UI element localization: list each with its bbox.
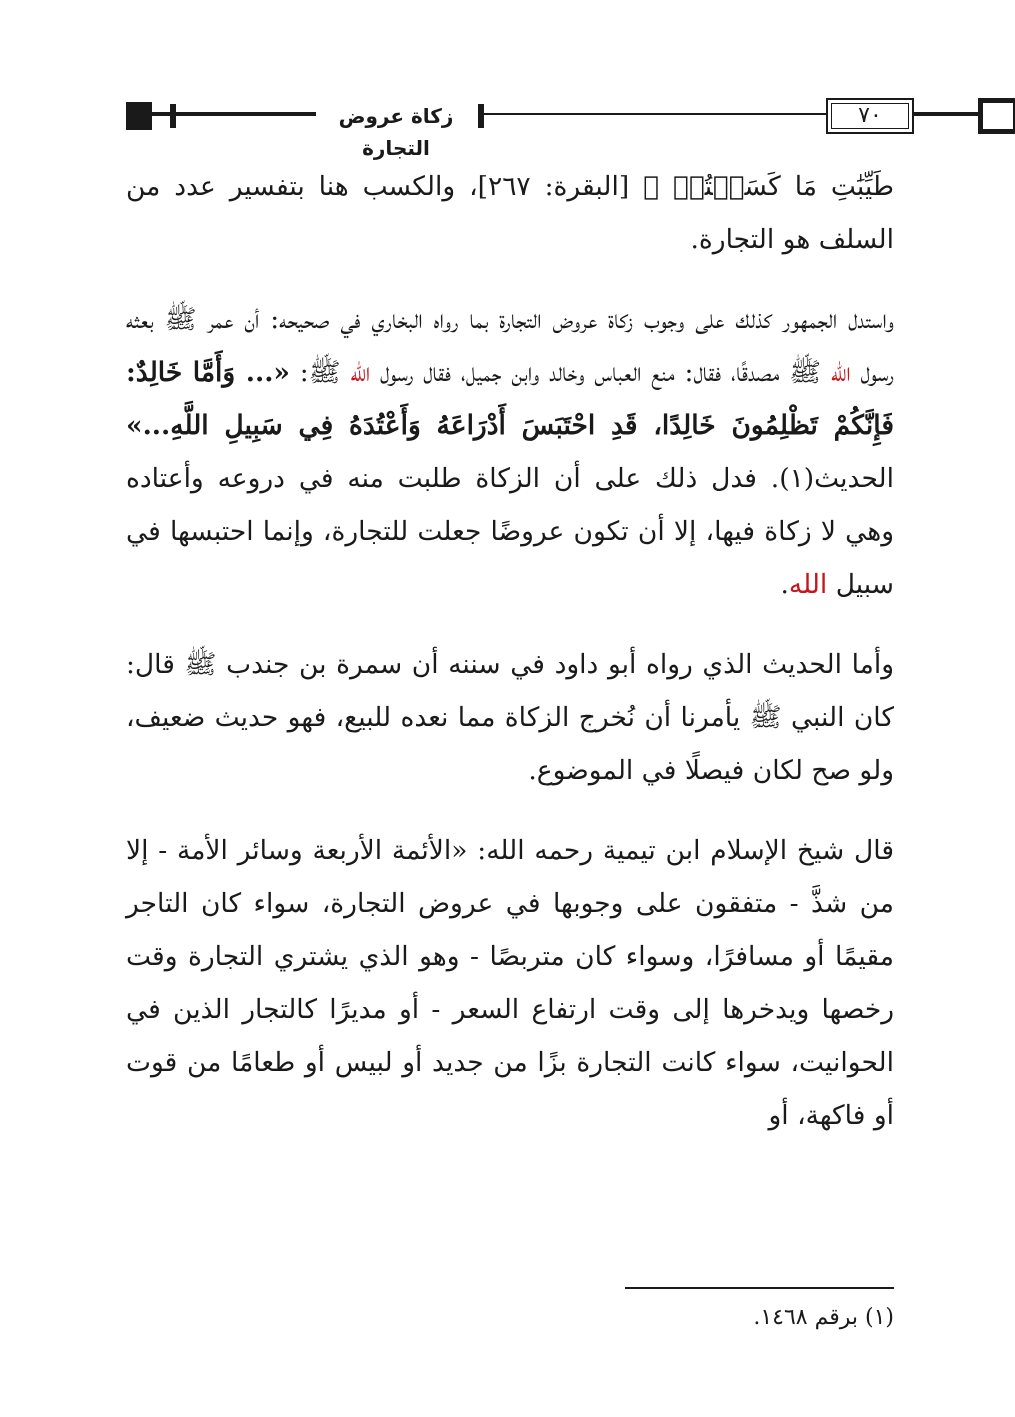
page-number-box [826, 98, 914, 134]
para1-text: طَيِّبَٰتِ مَا كَسَبۡتُمۡ ﴾ [البقرة: ٢٦٧]، والكسب هنا بتفسير عدد من السلف هو التجارة. [126, 171, 894, 255]
header-title: زكاة عروض التجارة [316, 100, 476, 132]
para2-allah-1: الله [830, 357, 851, 388]
paragraph-4 [126, 824, 894, 1142]
body-text [126, 160, 894, 1142]
para2-seg-8: . [780, 569, 789, 600]
header-mid-bar [478, 104, 484, 128]
para4-text: قال شيخ الإسلام ابن تيمية رحمه الله: «الأئمة الأربعة وسائر الأمة - إلا من شذَّ - متفقون على وجوبها في عروض التجارة، سواء كان التاجر مقيمًا أو مسافرًا، وسواء كان متربصًا - وهو الذي يشتري التجارة وقت رخصها ويدخرها إلى وقت ارتفاع السعر - أو مديرًا كالتجار الذين في الحوانيت، سواء كانت التجارة بزًا من جديد أو لبيس أو طعامًا من قوت أو فاكهة، أو [126, 835, 894, 1131]
para2-allah-2: الله [350, 357, 371, 388]
para2-seg-6: الحديث(١). فدل ذلك على أن الزكاة طلبت منه في دروعه وأعتاده وهي لا زكاة فيها، إلا أن تكون عروضًا جعلت للتجارة، وإنما احتبسها في سبيل [126, 463, 894, 600]
footnote-rule [625, 1287, 894, 1289]
header-square-ornament [978, 98, 1015, 134]
para2-seg-2: ﷺ مصدقًا، فقال: منع العباس وخالد وابن جميل، فقال رسول [370, 357, 831, 388]
header-left-block [126, 102, 152, 130]
para2-seg-0: واستدل الجمهور كذلك على وجوب زكاة عروض التجارة بما رواه البخاري في صحيحه: أن عمر ﷺ بعثه رسول [126, 304, 895, 388]
header-mid-rule [484, 113, 826, 115]
header-left-bar [170, 104, 176, 128]
header-left-rule [152, 112, 316, 116]
paragraph-1 [126, 160, 894, 266]
footnote: (١) برقم ١٤٦٨. [753, 1305, 894, 1330]
paragraph-3 [126, 638, 894, 797]
para2-allah-3: الله [788, 569, 828, 600]
page-number: ٧٠ [858, 103, 882, 128]
header-right-rule [914, 112, 978, 116]
paragraph-2 [126, 293, 894, 611]
page-header [126, 98, 894, 160]
para2-seg-4: ﷺ: [289, 357, 351, 388]
para3-text: وأما الحديث الذي رواه أبو داود في سننه أن سمرة بن جندب ﷺ قال: كان النبي ﷺ يأمرنا أن نُخرج الزكاة مما نعده للبيع، فهو حديث ضعيف، ولو صح لكان فيصلًا في الموضوع. [126, 649, 894, 786]
hadith-quote: «... وَأَمَّا خَالِدٌ: فَإِنَّكُمْ تَظْلِمُونَ خَالِدًا، قَدِ احْتَبَسَ أَدْرَاعَهُ وَأَعْتُدَهُ فِي سَبِيلِ اللَّهِ...» [126, 357, 894, 441]
